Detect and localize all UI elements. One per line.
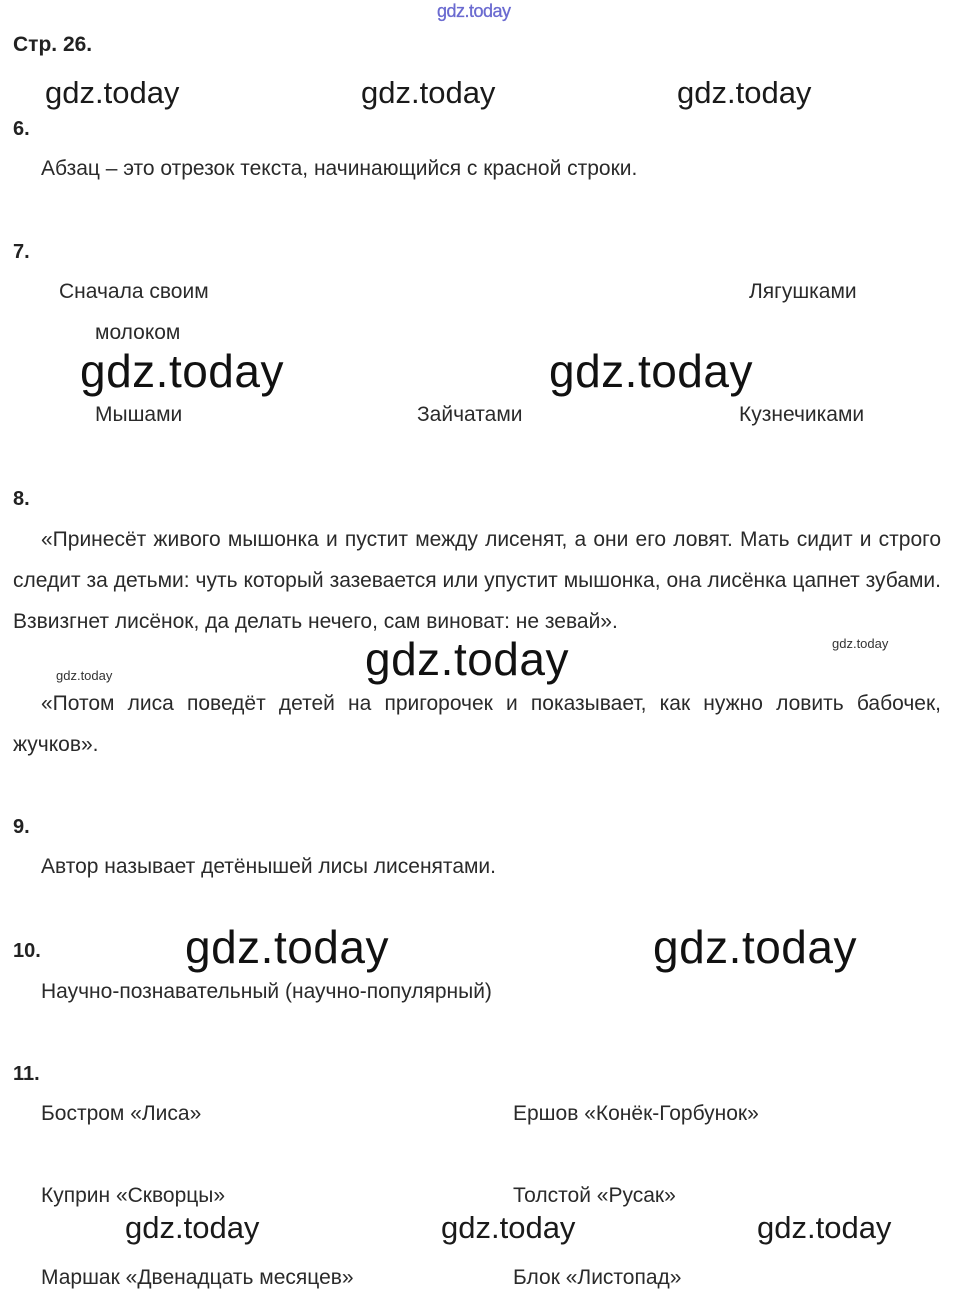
task7-word: Зайчатами [417,403,523,426]
task7-word: Лягушками [749,280,857,303]
task11-item: Куприн «Скворцы» [41,1184,226,1207]
task-number-9: 9. [13,816,30,838]
task7-word: Мышами [95,403,183,426]
task-number-7: 7. [13,241,30,263]
watermark: gdz.today [757,1210,892,1245]
watermark: gdz.today [80,345,284,397]
task8-paragraph-2: «Потом лиса поведёт детей на пригорочек и показывает, как нужно ловить бабочек, жучков». [13,692,941,756]
watermark: gdz.today [125,1210,260,1245]
task6-answer: Абзац – это отрезок текста, начинающийся с красной строки. [41,157,638,180]
watermark: gdz.today [361,75,496,110]
page-label: Стр. 26. [13,33,93,56]
watermark: gdz.today [365,633,569,685]
task7-word: Сначала своим [59,280,209,303]
task9-answer: Автор называет детёнышей лисы лисенятами. [41,855,496,878]
task-number-10: 10. [13,940,41,962]
task-number-8: 8. [13,488,30,510]
task7-word: Кузнечиками [739,403,865,426]
task-number-6: 6. [13,118,30,140]
task11-item: Блок «Листопад» [513,1266,682,1289]
watermark: gdz.today [441,1210,576,1245]
task-number-11: 11. [13,1063,40,1085]
task11-item: Маршак «Двенадцать месяцев» [41,1266,354,1289]
watermark-small: gdz.today [832,636,889,651]
task11-item: Бостром «Лиса» [41,1102,202,1125]
task11-item: Толстой «Русак» [513,1184,676,1207]
watermark-top: gdz.today [437,1,511,21]
task8-paragraph-1: «Принесёт живого мышонка и пустит между лисенят, а они его ловят. Мать сидит и строго следит за детьми: чуть который зазевается или упустит мышонка, она лисёнка цапнет зубами. Взвизгнет лисёнок, да делать нечего, сам виноват: не зевай». [13,528,941,633]
watermark: gdz.today [653,921,857,973]
watermark: gdz.today [549,345,753,397]
watermark: gdz.today [185,921,389,973]
watermark-small: gdz.today [56,668,113,683]
watermark: gdz.today [45,75,180,110]
task11-item: Ершов «Конёк-Горбунок» [513,1102,759,1125]
task7-word: молоком [95,321,181,344]
watermark: gdz.today [677,75,812,110]
task10-answer: Научно-познавательный (научно-популярный) [41,980,492,1003]
